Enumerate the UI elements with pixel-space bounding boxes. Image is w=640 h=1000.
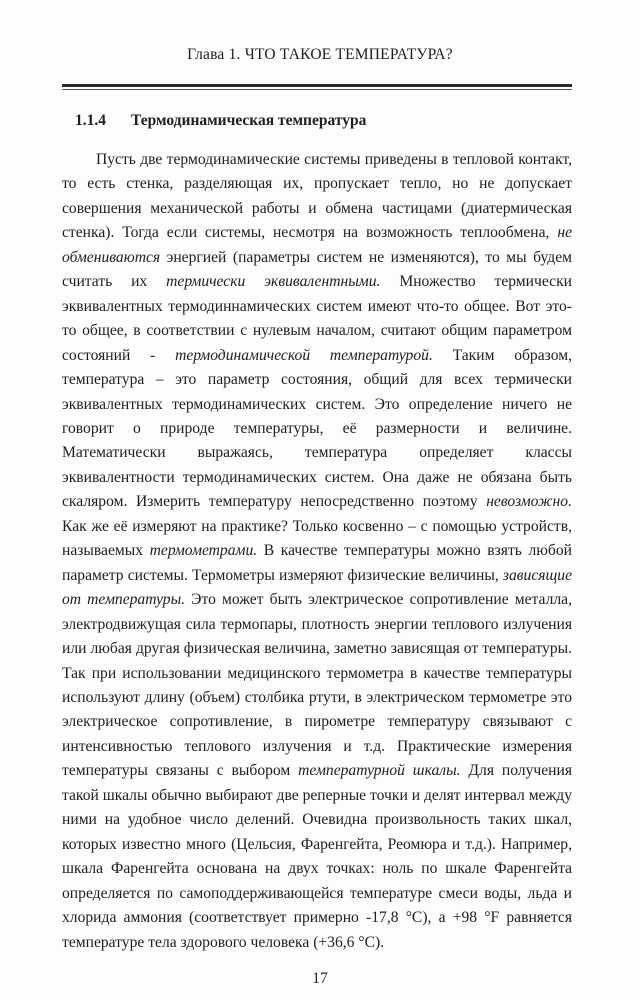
emphasis-text: не обмениваются [62,224,572,266]
text-run: Как же её измеряют на практике? Только косвенно – с помощью устройств, называемых [62,517,572,560]
header-rule-thick [62,84,572,87]
text-run: Для получения такой шкалы обычно выбирают две реперные точки и делят интервал между ними на удобное число делений. Очевидна произвольность таких шкал, которых известно много (Цельсия, Фаренгейта, Реомюра и т.д.). Например, шкала Фаренгейта основана на двух точках: ноль по шкале Фаренгейта определяется по самоподдерживающейся температуре смеси воды, льда и хлорида аммония (соответствует примерно -17,8 °C), а +98 °F равняется температуре тела здорового человека (+36,6 °C). [62,762,572,951]
text-run: Таким образом, температура – это параметр состояния, общий для всех термически эквивалентных термодинамических систем. Это определение ничего не говорит о природе температуры, её размерности и величине. Математически выражаясь, температура определяет классы эквивалентности термодинамических систем. Она даже не обязана быть скаляром. Измерить температуру непосредственно поэтому [62,346,572,511]
emphasis-text: термически эквивалентными. [166,273,381,291]
text-run: энергией (параметры систем не изменяются), то мы будем считать их [62,248,572,291]
section-title: Термодинамическая температура [131,112,367,129]
text-run: В качестве температуры можно взять любой параметр системы. Термометры измеряют физические величины, [62,542,572,584]
section-number: 1.1.4 [75,112,106,129]
emphasis-text: температурной шкалы. [298,762,461,780]
body-text [62,148,572,955]
text-run: Множество термически эквивалентных термодиннамических систем имеют что-то общее. Вот это-то общее, в соответствии с нулевым началом, считают общим параметром состояний - [62,273,573,364]
section-heading [75,112,366,130]
paragraph [62,148,572,955]
running-header: Глава 1. ЧТО ТАКОЕ ТЕМПЕРАТУРА? [187,46,453,63]
text-run: Пусть две термодинамические системы приведены в тепловой контакт, то есть стенка, разделяющая их, пропускает тепло, но не допускает совершения механической работы и обмена частицами (диатермическая стенка). Тогда если системы, несмотря на возможность теплообмена, [62,151,572,242]
emphasis-text: термометрами. [149,542,258,560]
header-rule-thin [62,89,572,90]
emphasis-text: невозможно. [486,493,572,511]
page-number: 17 [312,970,328,987]
text-run: Это может быть электрическое сопротивление металла, электродвижущая сила термопары, плотность энергии теплового излучения или любая другая физическая величина, заметно зависящая от температуры. Так при использовании медицинского термометра в качестве температуры используют длину (объем) столбика ртути, в электрическом термометре это электрическое сопротивление, в пирометре температуру связывают с интенсивностью теплового излучения и т.д. Практические измерения температуры связаны с выбором [62,591,572,780]
emphasis-text: зависящие от температуры. [62,566,572,609]
emphasis-text: термодинамической температурой. [175,346,433,364]
